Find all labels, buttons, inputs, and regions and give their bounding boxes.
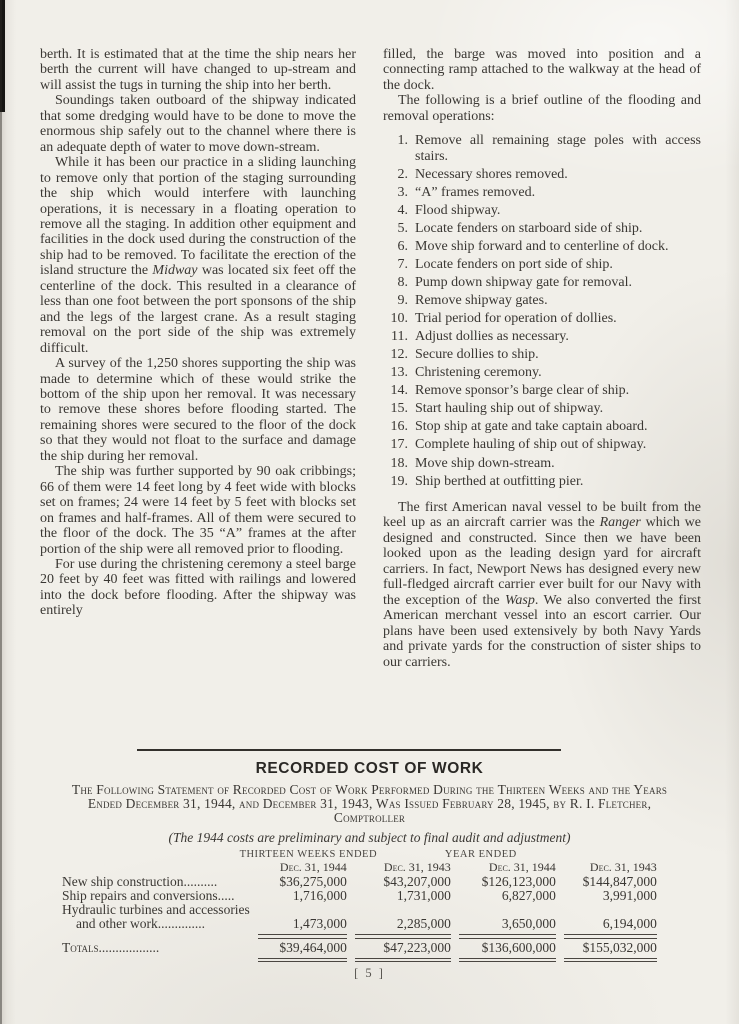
cost-table <box>62 849 657 964</box>
amount-cell: $43,207,000 <box>383 874 451 890</box>
statement-text: The Following Statement of Recorded Cost of Work Performed During the Thirteen Weeks and the Years Ended December 31, 1944, and December 31, 1943, Was Issued February 28, 1945, by R. I. Fletcher, Comptroller <box>71 782 668 825</box>
audit-note: (The 1944 costs are preliminary and subject to final audit and adjustment) <box>168 830 571 846</box>
row-label-continued: and other work.............. <box>76 917 205 932</box>
paragraph <box>383 500 701 670</box>
list-item <box>383 456 701 471</box>
double-rule <box>355 958 451 963</box>
list-item-text: Pump down shipway gate for removal. <box>415 275 632 291</box>
section-divider-rule <box>137 749 561 751</box>
double-rule <box>258 934 347 939</box>
amount-cell: $36,275,000 <box>279 874 347 890</box>
paragraph <box>40 557 356 619</box>
group-header-thirteen-weeks: THIRTEEN WEEKS ENDED <box>239 849 378 861</box>
list-item-text: Secure dollies to ship. <box>415 347 539 363</box>
list-item-number: 16. <box>390 419 408 435</box>
list-item-text: Move ship down-stream. <box>415 455 555 471</box>
amount-cell: $136,600,000 <box>481 939 556 955</box>
text-segment: filled, the barge was moved into position and a connecting ramp attached to the walkway at the head of the dock. <box>383 47 701 93</box>
amount-cell: $39,464,000 <box>279 939 347 955</box>
amount-cell: $155,032,000 <box>582 939 657 955</box>
section-title: RECORDED COST OF WORK <box>255 760 484 777</box>
list-item-text: Locate fenders on starboard side of ship. <box>415 220 643 236</box>
total-rule-row <box>62 931 657 941</box>
paragraph <box>383 47 701 93</box>
list-item <box>383 365 701 380</box>
text-segment: The ship was further supported by 90 oak cribbings; 66 of them were 14 feet long by 4 feet wide with blocks set on frames; 24 were 14 feet by 5 feet with blocks set on frames and half-frames. All of them were secured to the floor of the dock. The 35 “A” frames at the after portion of the ship were all removed prior to flooding. <box>40 464 356 557</box>
row-label: Hydraulic turbines and accessories <box>62 903 250 918</box>
text-segment: For use during the christening ceremony a steel barge 20 feet by 40 feet was fitted with railings and lowered into the dock before flooding. After the shipway was entirely <box>40 556 356 619</box>
list-item-number: 1. <box>397 133 408 149</box>
list-item-number: 19. <box>390 473 408 489</box>
list-item-text: Adjust dollies as necessary. <box>415 329 569 345</box>
list-item <box>383 133 701 164</box>
list-item-number: 11. <box>391 329 408 345</box>
list-item <box>383 239 701 254</box>
list-item-text: Necessary shores removed. <box>415 166 568 182</box>
list-item-text: Stop ship at gate and take captain aboard. <box>415 419 648 435</box>
row-label: Ship repairs and conversions..... <box>62 889 235 904</box>
table-row <box>62 917 657 931</box>
list-item <box>383 347 701 362</box>
table-row <box>62 875 657 889</box>
ship-name-italic: Wasp <box>505 592 535 608</box>
left-column <box>40 47 356 670</box>
table-group-header-row <box>62 849 657 860</box>
list-item-text: Move ship forward and to centerline of dock. <box>415 238 669 254</box>
paragraph <box>40 464 356 557</box>
list-item <box>383 419 701 434</box>
paragraph <box>40 356 356 464</box>
amount-cell: $144,847,000 <box>582 874 657 890</box>
cost-of-work-section <box>0 749 739 964</box>
amount-cell: 1,731,000 <box>396 888 451 904</box>
page-number: [ 5 ] <box>354 966 385 980</box>
row-label: New ship construction.......... <box>62 875 218 890</box>
list-item-text: Ship berthed at outfitting pier. <box>415 473 584 489</box>
amount-cell: 2,285,000 <box>396 916 451 932</box>
list-item-number: 6. <box>397 238 408 254</box>
list-item-text: Remove sponsor’s barge clear of ship. <box>415 383 630 399</box>
list-item-number: 7. <box>397 257 408 272</box>
amount-cell: $126,123,000 <box>481 874 556 890</box>
text-segment: The following is a brief outline of the flooding and removal operations: <box>383 93 701 124</box>
text-segment: . We also converted the first American merchant vessel into an escort carrier. Our plans have been used extensively by both Navy Yards and private yards for the construction of sister ships to our carriers. <box>383 592 701 670</box>
list-item-number: 8. <box>397 275 408 291</box>
totals-label: Totals.................. <box>62 940 160 955</box>
text-segment: which we designed and constructed. Since then we have been looked upon as the leading design yard for aircraft carriers. In fact, Newport News has designed every new full-fledged aircraft carrier ever built for our Navy with the exception of the <box>383 515 701 608</box>
text-segment: While it has been our practice in a sliding launching to remove only that portion of the staging surrounding the ship which would interfere with launching operations, it is necessary in a floating operation to remove all the staging. In addition other equipment and facilities in the dock used during the construction of the ship had to be removed. To facilitate the erection of the island structure the <box>40 155 356 279</box>
amount-cell: 6,194,000 <box>602 916 657 932</box>
column-header: Dec. 31, 1944 <box>488 860 556 875</box>
text-segment: The first American naval vessel to be built from the keel up as an aircraft carrier was the <box>383 500 701 531</box>
column-header: Dec. 31, 1943 <box>589 860 657 875</box>
list-item-text: Remove all remaining stage poles with access stairs. <box>415 133 701 164</box>
double-rule <box>459 934 556 939</box>
double-rule <box>459 958 556 963</box>
double-rule <box>258 958 347 963</box>
group-header-year-ended: YEAR ENDED <box>444 849 517 861</box>
text-segment: A survey of the 1,250 shores supporting the ship was made to determine which of these would strike the bottom of the ship upon her removal. It was necessary to remove these shores before flooding started. The remaining shores were secured to the floor of the dock so that they would not float to the surface and damage the ship during her removal. <box>40 356 356 464</box>
list-item-number: 17. <box>390 437 408 453</box>
double-rule <box>355 934 451 939</box>
list-item <box>383 383 701 398</box>
ship-name-italic: Midway <box>152 263 198 279</box>
ship-name-italic: Ranger <box>599 515 641 531</box>
double-rule <box>564 958 657 963</box>
list-item <box>383 257 701 272</box>
list-item <box>383 437 701 452</box>
amount-cell: 1,473,000 <box>292 916 347 932</box>
list-item <box>383 203 701 218</box>
list-item-number: 13. <box>390 365 408 381</box>
list-item <box>383 329 701 344</box>
right-column <box>383 47 701 670</box>
totals-row <box>62 941 657 955</box>
list-item-number: 10. <box>390 311 408 327</box>
table-row <box>62 903 657 917</box>
list-item <box>383 474 701 489</box>
table-row <box>62 889 657 903</box>
column-header: Dec. 31, 1944 <box>279 860 347 875</box>
list-item-number: 15. <box>390 401 408 417</box>
double-rule <box>564 934 657 939</box>
list-item-text: “A” frames removed. <box>415 184 536 200</box>
list-item <box>383 275 701 290</box>
list-item-number: 2. <box>397 166 408 182</box>
list-item <box>383 311 701 326</box>
list-item-text: Christening ceremony. <box>415 365 542 381</box>
list-item <box>383 167 701 182</box>
table-column-header-row <box>62 860 657 875</box>
text-segment: was located six feet off the centerline of the dock. This resulted in a clearance of less than one foot between the port sponsons of the ship and the legs of the largest crane. As a result staging removal on the port side of the ship was extremely difficult. <box>40 263 356 356</box>
list-item <box>383 185 701 200</box>
list-item-text: Start hauling ship out of shipway. <box>415 401 604 417</box>
amount-cell: 1,716,000 <box>292 888 347 904</box>
list-item-number: 18. <box>390 455 408 471</box>
column-header: Dec. 31, 1943 <box>383 860 451 875</box>
amount-cell: 3,650,000 <box>501 916 556 932</box>
amount-cell: 6,827,000 <box>501 888 556 904</box>
list-item-text: Locate fenders on port side of ship. <box>415 257 613 272</box>
text-segment: Soundings taken outboard of the shipway indicated that some dredging would have to be done to move the enormous ship safely out to the channel where there is an adequate depth of water to move down-stream. <box>40 93 356 155</box>
list-item-text: Flood shipway. <box>415 202 501 218</box>
paragraph <box>40 93 356 155</box>
list-item-text: Remove shipway gates. <box>415 293 548 309</box>
amount-cell: 3,991,000 <box>602 888 657 904</box>
list-item-text: Complete hauling of ship out of shipway. <box>415 437 647 453</box>
list-item <box>383 293 701 308</box>
numbered-list <box>383 133 701 489</box>
paragraph <box>383 93 701 124</box>
list-item-number: 4. <box>397 202 408 218</box>
article-body <box>40 47 701 670</box>
text-segment: berth. It is estimated that at the time the ship nears her berth the current will have changed to up-stream and will assist the tugs in turning the ship into her berth. <box>40 47 356 93</box>
list-item <box>383 401 701 416</box>
list-item-number: 3. <box>397 184 408 200</box>
list-item <box>383 221 701 236</box>
list-item-number: 14. <box>390 383 408 399</box>
list-item-number: 9. <box>397 293 408 309</box>
amount-cell: $47,223,000 <box>383 939 451 955</box>
paragraph <box>40 47 356 93</box>
list-item-number: 12. <box>390 347 408 363</box>
list-item-text: Trial period for operation of dollies. <box>415 311 617 327</box>
paragraph <box>40 155 356 356</box>
list-item-number: 5. <box>397 220 408 236</box>
total-rule-row <box>62 955 657 965</box>
